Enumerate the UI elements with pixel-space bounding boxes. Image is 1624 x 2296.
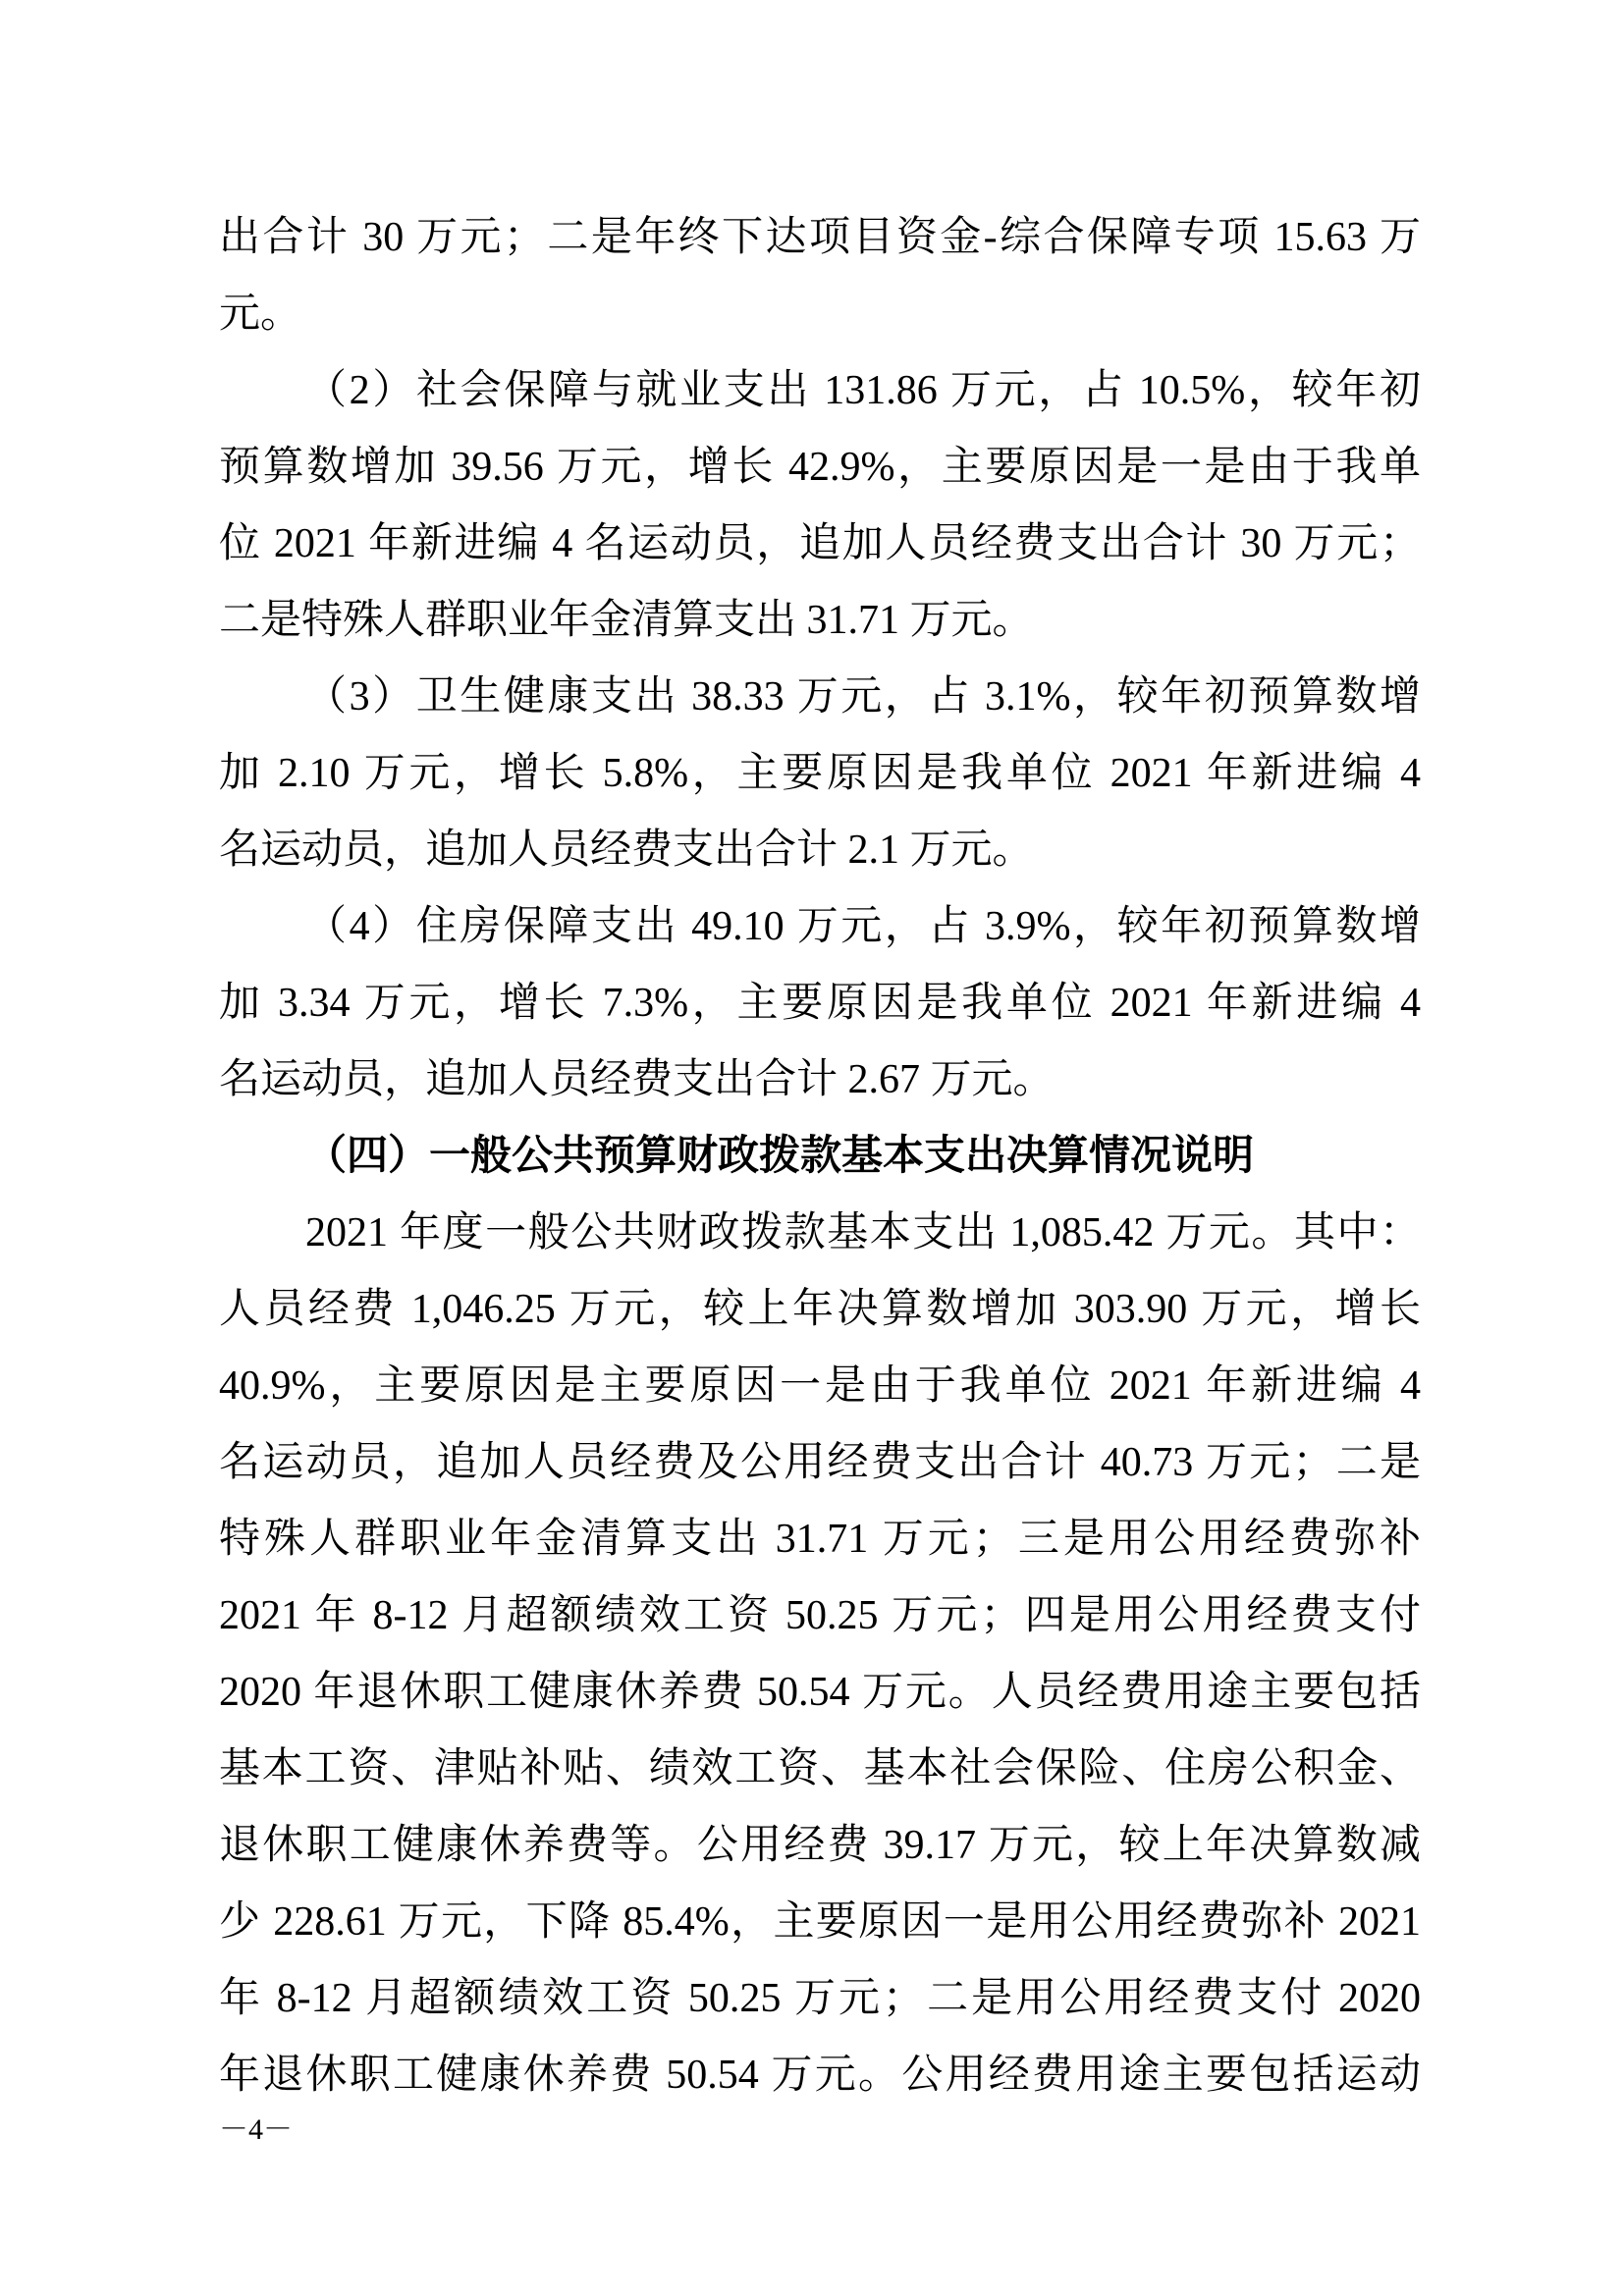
text-line: 退休职工健康休养费等。公用经费 39.17 万元，较上年决算数减 — [219, 1823, 1421, 1868]
text-line: 二是特殊人群职业年金清算支出 31.71 万元。 — [219, 598, 1034, 643]
text-line: 加 2.10 万元，增长 5.8%，主要原因是我单位 2021 年新进编 4 — [219, 751, 1421, 796]
text-line: 基本工资、津贴补贴、绩效工资、基本社会保险、住房公积金、 — [219, 1746, 1421, 1791]
text-line: 少 228.61 万元，下降 85.4%，主要原因一是用公用经费弥补 2021 — [219, 1899, 1421, 1945]
text-line: 出合计 30 万元；二是年终下达项目资金-综合保障专项 15.63 万 — [219, 215, 1421, 260]
text-line: 2020 年退休职工健康休养费 50.54 万元。人员经费用途主要包括 — [219, 1670, 1421, 1715]
section-heading: （四）一般公共预算财政拨款基本支出决算情况说明 — [305, 1134, 1255, 1179]
text-line: 名运动员，追加人员经费支出合计 2.67 万元。 — [219, 1057, 1055, 1102]
page-number: －4－ — [219, 2113, 293, 2146]
paragraph-start-line: （3）卫生健康支出 38.33 万元，占 3.1%，较年初预算数增 — [305, 674, 1421, 720]
text-line: 元。 — [219, 292, 302, 337]
text-line: 人员经费 1,046.25 万元，较上年决算数增加 303.90 万元，增长 — [219, 1287, 1421, 1332]
text-line: 名运动员，追加人员经费及公用经费支出合计 40.73 万元；二是 — [219, 1440, 1421, 1485]
paragraph-start-line: （4）住房保障支出 49.10 万元，占 3.9%，较年初预算数增 — [305, 904, 1421, 949]
text-line: 预算数增加 39.56 万元，增长 42.9%，主要原因是一是由于我单 — [219, 445, 1421, 490]
text-line: 40.9%，主要原因是主要原因一是由于我单位 2021 年新进编 4 — [219, 1363, 1421, 1409]
text-line: 特殊人群职业年金清算支出 31.71 万元；三是用公用经费弥补 — [219, 1517, 1421, 1562]
document-body — [219, 199, 1421, 2113]
text-line: 位 2021 年新进编 4 名运动员，追加人员经费支出合计 30 万元； — [219, 521, 1421, 566]
paragraph-start-line: （2）社会保障与就业支出 131.86 万元，占 10.5%，较年初 — [305, 368, 1421, 413]
text-line: 名运动员，追加人员经费支出合计 2.1 万元。 — [219, 828, 1034, 873]
paragraph-start-line: 2021 年度一般公共财政拨款基本支出 1,085.42 万元。其中： — [305, 1210, 1421, 1255]
text-line: 年退休职工健康休养费 50.54 万元。公用经费用途主要包括运动 — [219, 2053, 1421, 2098]
text-line: 加 3.34 万元，增长 7.3%，主要原因是我单位 2021 年新进编 4 — [219, 981, 1421, 1026]
text-line: 年 8-12 月超额绩效工资 50.25 万元；二是用公用经费支付 2020 — [219, 1976, 1421, 2021]
text-line: 2021 年 8-12 月超额绩效工资 50.25 万元；四是用公用经费支付 — [219, 1593, 1421, 1638]
